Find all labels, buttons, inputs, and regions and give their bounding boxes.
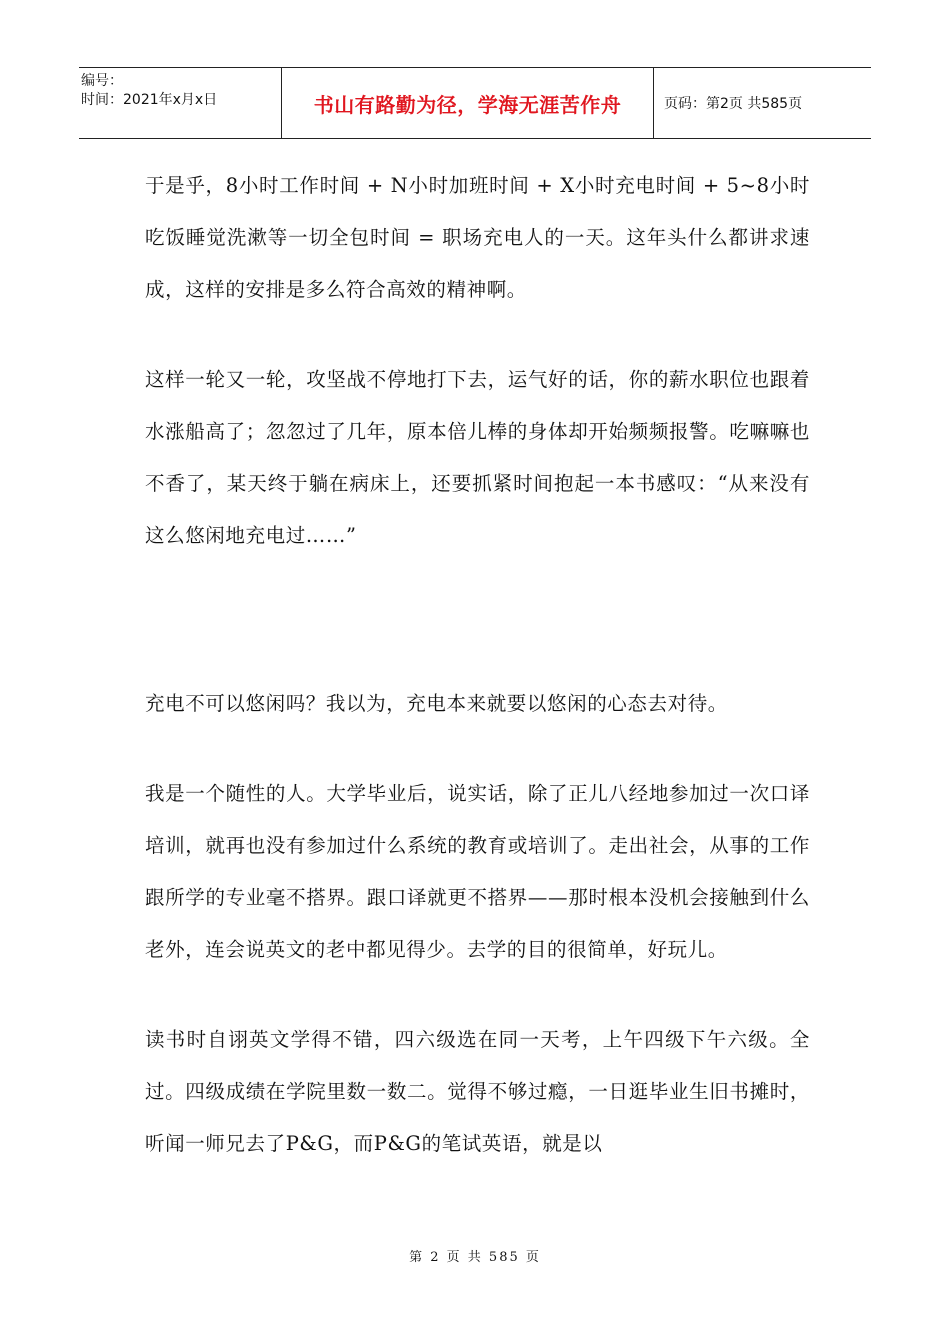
header-info-cell (79, 68, 282, 138)
page-footer: 第 2 页 共 585 页 (409, 1250, 541, 1265)
motto-text: 书山有路勤为径，学海无涯苦作舟 (313, 92, 622, 117)
header-page-cell (654, 68, 871, 138)
paragraph: 读书时自诩英文学得不错，四六级选在同一天考，上午四级下午六级。全过。四级成绩在学院里数一数二。觉得不够过瘾，一日逛毕业生旧书摊时，听闻一师兄去了P&G，而P&G的笔试英语，就是以 (145, 1028, 810, 1155)
paragraph: 充电不可以悠闲吗？我以为，充电本来就要以悠闲的心态去对待。 (145, 692, 728, 715)
page-header (79, 67, 871, 139)
header-motto-cell (282, 68, 654, 138)
paragraph: 我是一个随性的人。大学毕业后，说实话，除了正儿八经地参加过一次口译培训，就再也没有参加过什么系统的教育或培训了。走出社会，从事的工作跟所学的专业毫不搭界。跟口译就更不搭界——那时根本没机会接触到什么老外，连会说英文的老中都见得少。去学的目的很简单，好玩儿。 (145, 782, 810, 961)
page-code: 页码：第2页 共585页 (664, 96, 803, 112)
number-label: 编号： (81, 73, 123, 89)
paragraph: 于是乎，8小时工作时间 + N小时加班时间 + X小时充电时间 + 5~8小时吃饭睡觉洗漱等一切全包时间 = 职场充电人的一天。这年头什么都讲求速成，这样的安排是多么符合高效的精神啊。 (145, 174, 810, 301)
document-body (145, 160, 810, 1170)
date-label: 时间：2021年x月x日 (81, 92, 218, 108)
paragraph: 这样一轮又一轮，攻坚战不停地打下去，运气好的话，你的薪水职位也跟着水涨船高了；忽忽过了几年，原本倍儿棒的身体却开始频频报警。吃嘛嘛也不香了，某天终于躺在病床上，还要抓紧时间抱起一本书感叹：“从来没有这么悠闲地充电过……” (145, 368, 810, 547)
